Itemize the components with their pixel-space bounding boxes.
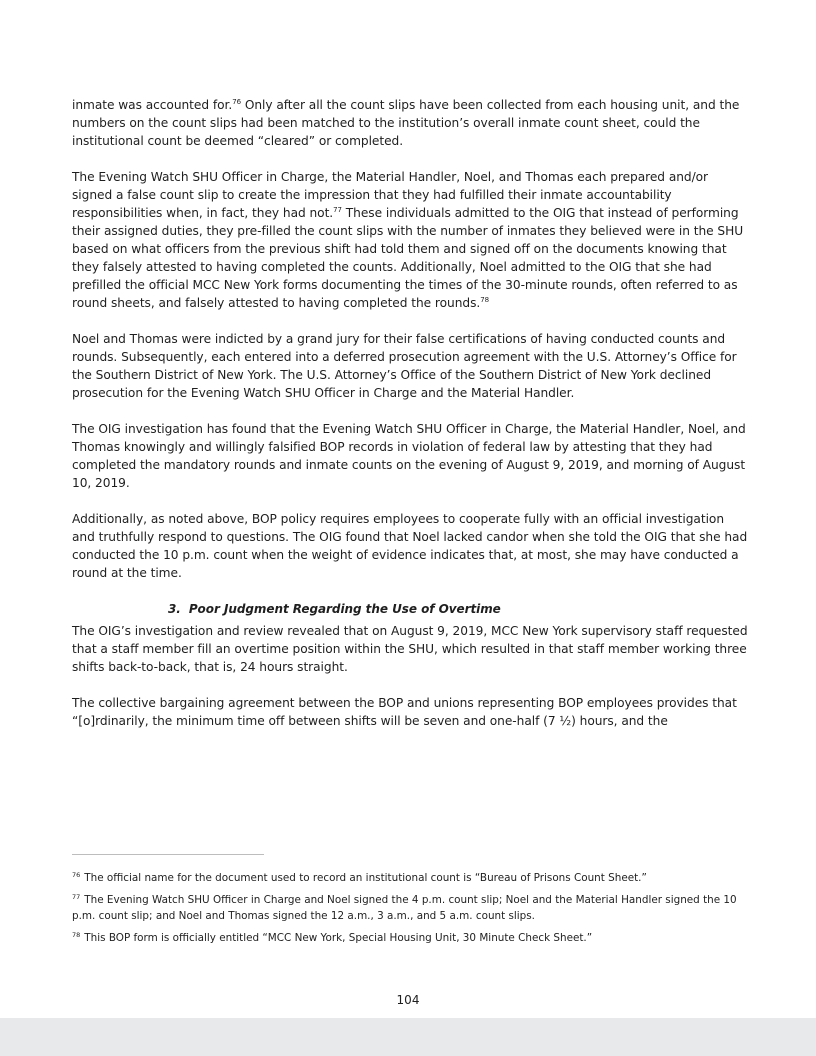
footnote-text: The official name for the document used to record an institutional count is “Bureau of Prisons Count Sheet.”	[84, 872, 647, 884]
footnote-number: 77	[72, 893, 81, 901]
footnote	[72, 892, 748, 924]
section-heading	[72, 600, 748, 618]
footnote	[72, 930, 748, 946]
footnote	[72, 870, 748, 886]
footnote-ref[interactable]: 78	[480, 296, 490, 304]
footnote-divider	[72, 854, 264, 855]
footnote-text: This BOP form is officially entitled “MCC New York, Special Housing Unit, 30 Minute Check Sheet.”	[84, 932, 593, 944]
footnote-number: 76	[72, 871, 81, 879]
paragraph: The collective bargaining agreement between the BOP and unions representing BOP employees provides that “[o]rdinarily, the minimum time off between shifts will be seven and one-half (7 ½) hours, and the	[72, 696, 737, 728]
section-number: 3.	[168, 602, 181, 616]
paragraph: The OIG investigation has found that the Evening Watch SHU Officer in Charge, the Material Handler, Noel, and Thomas knowingly and willingly falsified BOP records in violation of federal law by attesting that they had completed the mandatory rounds and inmate counts on the evening of August 9, 2019, and morning of August 10, 2019.	[72, 422, 746, 490]
footnote-text: The Evening Watch SHU Officer in Charge and Noel signed the 4 p.m. count slip; Noel and the Material Handler signed the 10 p.m. count slip; and Noel and Thomas signed the 12 a.m., 3 a.m., and 5 a.m. count slips.	[72, 894, 737, 922]
footnote-ref[interactable]: 77	[333, 206, 342, 214]
footnotes	[72, 870, 748, 952]
footnote-number: 78	[72, 931, 81, 939]
paragraph: Noel and Thomas were indicted by a grand jury for their false certifications of having conducted counts and rounds. Subsequently, each entered into a deferred prosecution agreement with the U.S. Attorney’s Office for the Southern District of New York. The U.S. Attorney’s Office of the Southern District of New York declined prosecution for the Evening Watch SHU Officer in Charge and the Material Handler.	[72, 332, 737, 400]
paragraph: The Evening Watch SHU Officer in Charge, the Material Handler, Noel, and Thomas each prepared and/or signed a false count slip to create the impression that they had fulfilled their inmate accountability responsibilities when, in fact, they had not.$^{77}$ These individuals admitted to the OIG that instead of performing their assigned duties, they pre-filled the count slips with the number of inmates they believed were in the SHU based on what officers from the previous shift had told them and signed off on the documents knowing that they falsely attested to having completed the counts. Additionally, Noel admitted to the OIG that she had prefilled the official MCC New York forms documenting the times of the 30-minute rounds, often referred to as round sheets, and falsely attested to having completed the rounds.$^{78}$	[72, 170, 744, 310]
footnote-ref[interactable]: 76	[232, 98, 241, 106]
paragraph: The OIG’s investigation and review revealed that on August 9, 2019, MCC New York supervisory staff requested that a staff member fill an overtime position within the SHU, which resulted in that staff member working three shifts back-to-back, that is, 24 hours straight.	[72, 624, 748, 674]
section-title: Poor Judgment Regarding the Use of Overtime	[188, 602, 501, 616]
paragraph: Additionally, as noted above, BOP policy requires employees to cooperate fully with an official investigation and truthfully respond to questions. The OIG found that Noel lacked candor when she told the OIG that she had conducted the 10 p.m. count when the weight of evidence indicates that, at most, she may have conducted a round at the time.	[72, 512, 748, 580]
paragraph: inmate was accounted for.$^{76}$ Only after all the count slips have been collected from each housing unit, and the numbers on the count slips had been matched to the institution’s overall inmate count sheet, could the institutional count be deemed “cleared” or completed.	[72, 98, 740, 148]
body-text	[72, 96, 748, 748]
page-number: 104	[396, 993, 420, 1007]
